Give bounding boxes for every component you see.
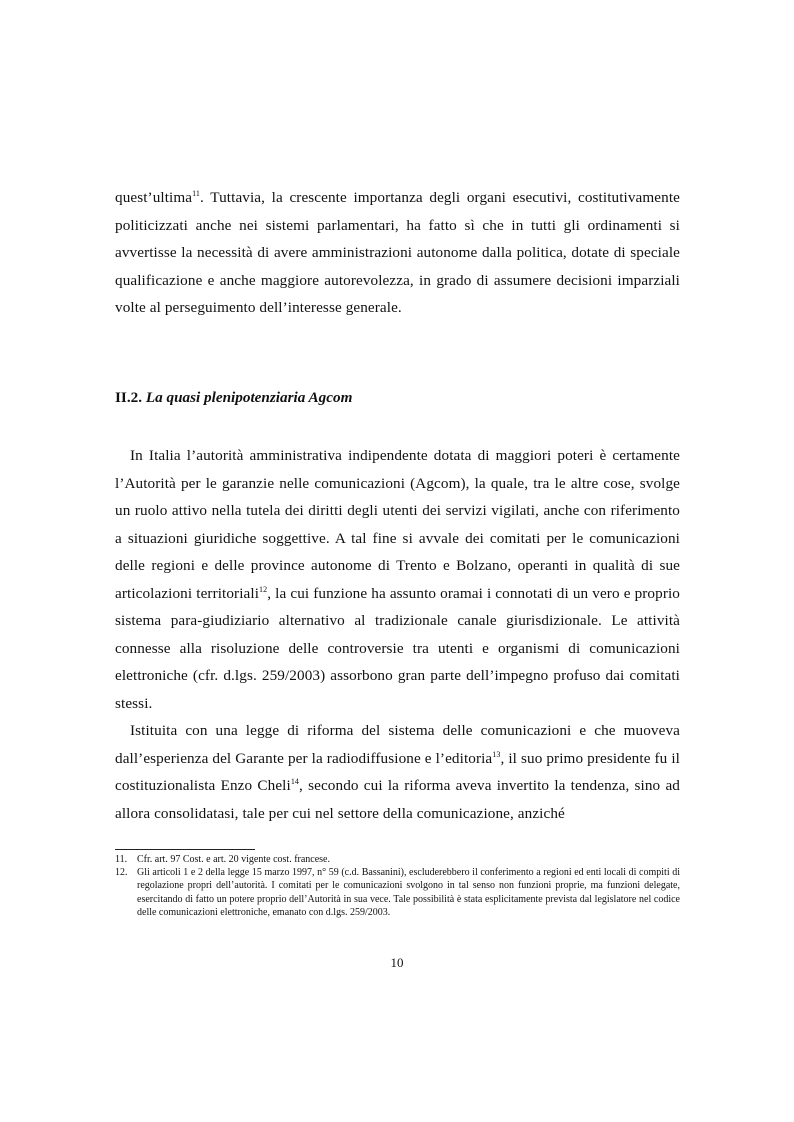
- paragraph-1-text-a: quest’ultima: [115, 189, 193, 206]
- section-number: II.2.: [115, 389, 143, 406]
- footnotes: [115, 853, 680, 919]
- section-title: La quasi plenipotenziaria Agcom: [145, 389, 353, 406]
- paragraph-3-text-c: , secondo cui la riforma aveva invertito la tendenza, sino ad allora consolidatasi, tale per cui nel settore della comunicazione, anziché: [115, 777, 680, 822]
- paragraph-2-text-b: , la cui funzione ha assunto oramai i connotati di un vero e proprio sistema para-giudiziario alternativo al tradizionale canale giurisdizionale. Le attività connesse alla risoluzione delle controversie tra utenti e organismi di comunicazioni elettroniche (cfr. d.lgs. 259/2003) assorbono gran parte dell’impegno profuso dai comitati stessi.: [115, 584, 680, 712]
- footnote-ref-13[interactable]: 13: [492, 749, 501, 759]
- footnote-11: [115, 853, 680, 866]
- page-number: 10: [390, 955, 404, 970]
- footnote-number: 12.: [115, 867, 128, 879]
- footnote-text: Gli articoli 1 e 2 della legge 15 marzo 1997, n° 59 (c.d. Bassanini), escluderebbero il conferimento a regioni ed enti locali di compiti di regolazione propri dell’autorità. I comitati per le comunicazioni svolgono in tal senso non funzioni proprie, ma funzioni delegate, esercitando di fatto un potere proprio dell’Autorità in sua vece. Tale possibilità è stata esplicitamente prevista dal legislatore nel codice delle comunicazioni elettroniche, emanato con d.lgs. 259/2003.: [137, 867, 680, 918]
- paragraph-2: [115, 442, 680, 717]
- paragraph-1: [115, 184, 680, 322]
- footnote-number: 11.: [115, 854, 128, 865]
- footnote-12: [115, 866, 680, 919]
- footnote-ref-11[interactable]: 11: [192, 188, 201, 198]
- paragraph-3-text-a: Istituita con una legge di riforma del sistema delle comunicazioni e che muoveva dall’esperienza del Garante per la radiodiffusione e l’editoria: [115, 722, 680, 767]
- footnote-text: Cfr. art. 97 Cost. e art. 20 vigente cost. francese.: [137, 854, 330, 865]
- section-body: [115, 442, 680, 827]
- footnote-ref-12[interactable]: 12: [259, 584, 268, 594]
- paragraph-3-text-b: , il suo primo presidente fu il costituzionalista Enzo Cheli: [115, 749, 680, 794]
- paragraph-1-text-b: . Tuttavia, la crescente importanza degli organi esecutivi, costitutivamente politicizzati anche nei sistemi parlamentari, ha fatto sì che in tutti gli ordinamenti si avvertisse la necessità di avere amministrazioni autonome dalla politica, dotate di speciale qualificazione e anche maggiore autorevolezza, in grado di assumere decisioni imparziali volte al perseguimento dell’interesse generale.: [115, 189, 680, 316]
- footnote-divider: [115, 849, 255, 850]
- paragraph-2-text-a: In Italia l’autorità amministrativa indipendente dotata di maggiori poteri è certamente l’Autorità per le garanzie nelle comunicazioni (Agcom), la quale, tra le altre cose, svolge un ruolo attivo nella tutela dei diritti degli utenti dei servizi vigilati, anche con riferimento a situazioni giuridiche soggettive. A tal fine si avvale dei comitati per le comunicazioni delle regioni e delle province autonome di Trento e Bolzano, operanti in qualità di sue articolazioni territoriali: [115, 447, 680, 602]
- footnote-ref-14[interactable]: 14: [290, 776, 300, 786]
- section-heading: [115, 384, 352, 411]
- paragraph-3: [115, 717, 680, 827]
